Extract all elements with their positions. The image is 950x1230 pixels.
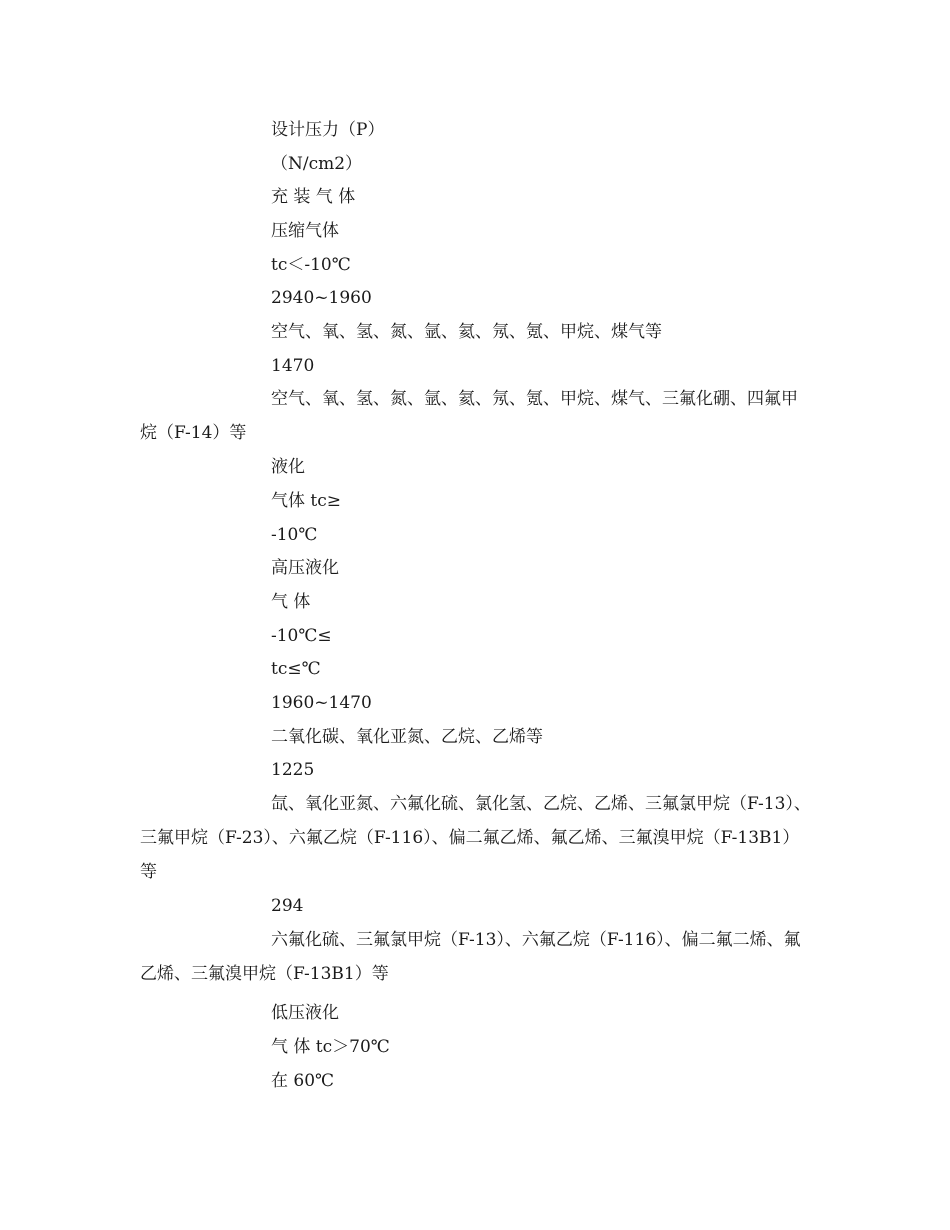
paragraph-design-pressure: 设计压力（P） — [271, 120, 385, 140]
paragraph-minus-10c: -10℃ — [271, 525, 318, 545]
paragraph-high-pressure-liquefied: 高压液化 — [271, 558, 339, 578]
paragraph-pressure-1470: 1470 — [271, 356, 315, 376]
paragraph-gas-tc-ge: 气体 tc≥ — [271, 491, 342, 511]
paragraph-tc-below: tc＜-10℃ — [271, 255, 351, 275]
paragraph-compressed-gas: 压缩气体 — [271, 221, 339, 241]
paragraph-low-pressure-liquefied: 低压液化 — [271, 1003, 339, 1023]
paragraph-gas: 气 体 — [271, 592, 311, 612]
paragraph-range-lower: -10℃≤ — [271, 626, 332, 646]
paragraph-gas-list-4: 氙、氧化亚氮、六氟化硫、氯化氢、乙烷、乙烯、三氟氯甲烷（F-13）、三氟甲烷（F-23）、六氟乙烷（F-116）、偏二氟乙烯、氟乙烯、三氟溴甲烷（F-13B1）等 — [140, 794, 811, 882]
paragraph-pressure-range-1: 2940~1960 — [271, 288, 372, 308]
paragraph-gas-list-1: 空气、氧、氢、氮、氩、氦、氖、氪、甲烷、煤气等 — [271, 322, 662, 342]
paragraph-gas-tc-above: 气 体 tc＞70℃ — [271, 1037, 390, 1057]
paragraph-pressure-294: 294 — [271, 896, 304, 916]
paragraph-gas-list-3: 二氧化碳、氧化亚氮、乙烷、乙烯等 — [271, 727, 543, 747]
paragraph-range-upper: tc≤℃ — [271, 659, 321, 679]
paragraph-unit: （N/cm2） — [271, 154, 363, 174]
paragraph-pressure-1225: 1225 — [271, 760, 315, 780]
paragraph-filled-gas: 充 装 气 体 — [271, 187, 356, 207]
paragraph-at-60c: 在 60℃ — [271, 1071, 335, 1091]
paragraph-gas-list-5: 六氟化硫、三氟氯甲烷（F-13）、六氟乙烷（F-116）、偏二氟二烯、氟乙烯、三氟溴甲烷（F-13B1）等 — [140, 930, 801, 984]
paragraph-liquefied: 液化 — [271, 457, 305, 477]
paragraph-pressure-range-2: 1960~1470 — [271, 693, 372, 713]
paragraph-gas-list-2: 空气、氧、氢、氮、氩、氦、氖、氪、甲烷、煤气、三氟化硼、四氟甲烷（F-14）等 — [140, 389, 798, 443]
